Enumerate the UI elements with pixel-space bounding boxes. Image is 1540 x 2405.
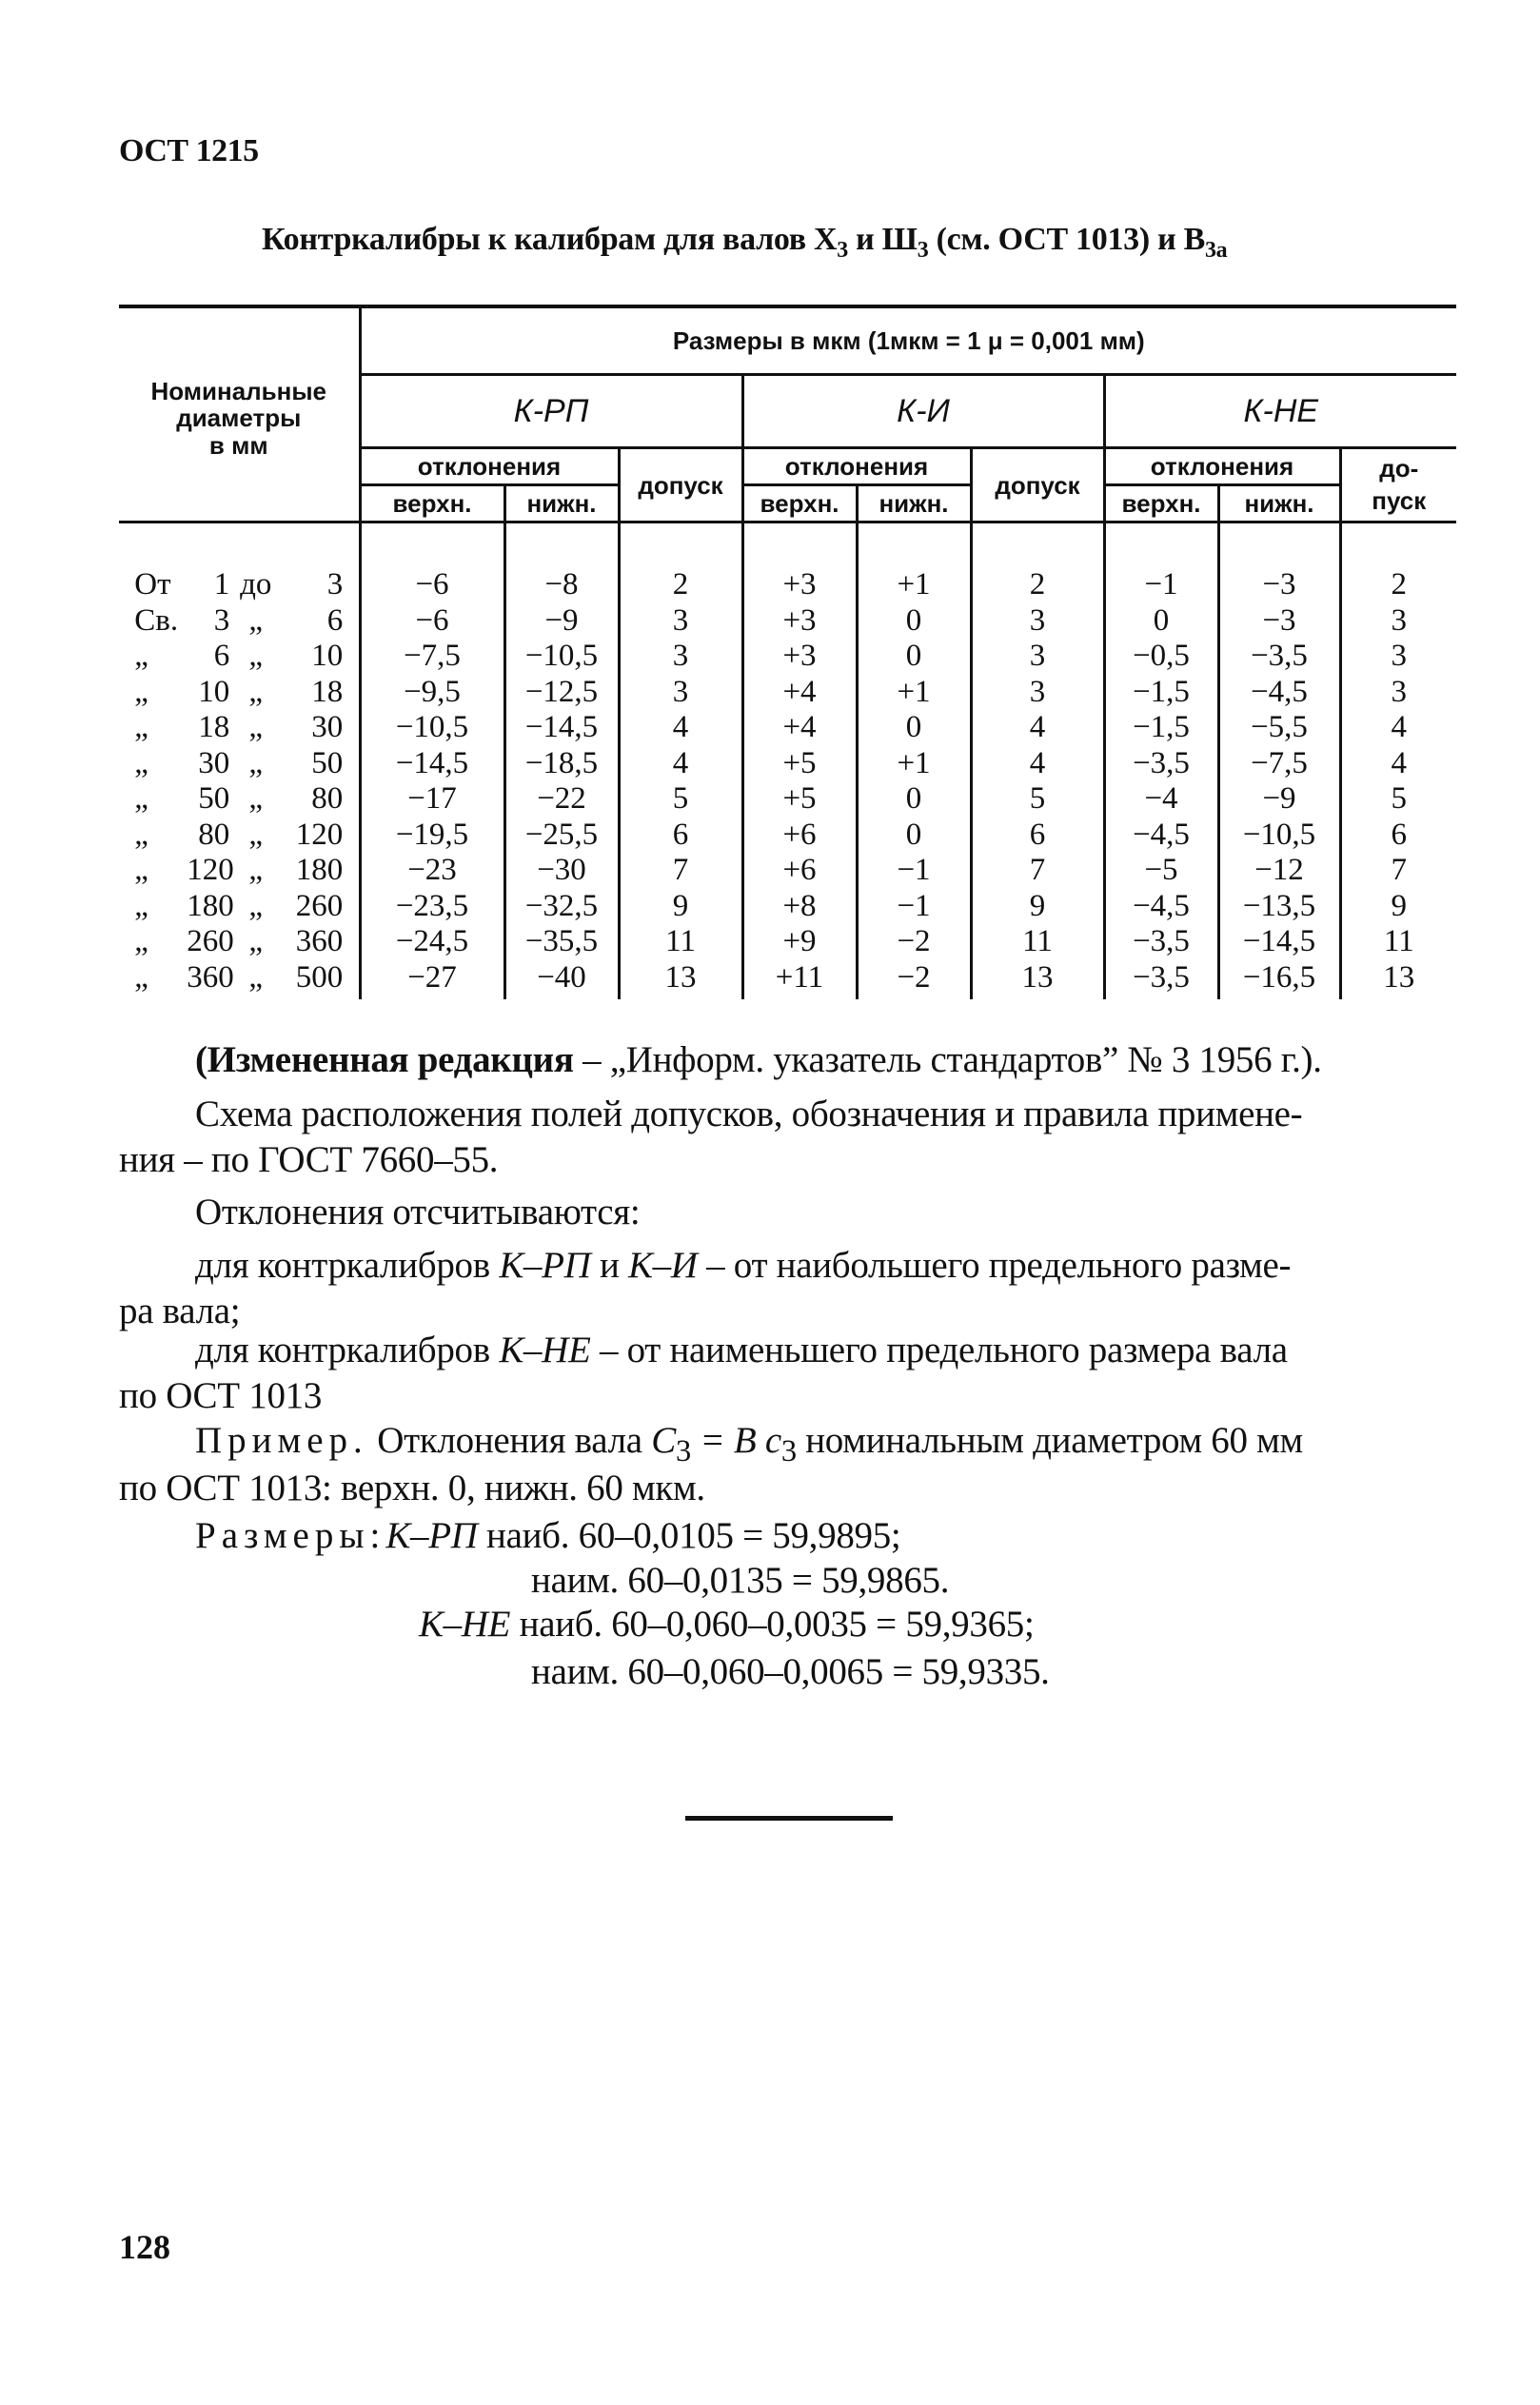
krp-tolerance-cell: 3 [619,603,742,640]
ki-tolerance-cell: 4 [971,746,1104,782]
table-title-part: (см. ОСТ 1013) и В [928,222,1205,257]
table-row [119,746,1456,782]
diameter-sep: до [240,567,272,602]
ki-lower-cell: −2 [857,960,971,1000]
kne-tolerance-cell: 13 [1340,960,1456,1000]
diameter-range-cell [119,567,360,603]
table-row [119,567,1456,603]
deviations-header [360,448,619,485]
subscript: 3 [675,1433,691,1469]
diameter-range-cell [119,853,360,889]
kne-tolerance-cell: 7 [1340,853,1456,889]
spacer-cell [360,522,504,568]
diameter-prefix: „ [134,888,148,923]
diameter-from: 18 [198,710,230,745]
kne-upper-cell: −1,5 [1104,710,1218,746]
kne-tolerance-cell: 2 [1340,567,1456,603]
table-row [119,960,1456,1000]
note-text: номинальным диаметром 60 мм [796,1420,1303,1461]
krp-upper-cell: −10,5 [360,710,504,746]
diameter-sep: „ [248,639,264,674]
diameter-to: 3 [326,567,344,602]
ki-lower-cell: 0 [857,639,971,675]
ki-upper-cell: +3 [742,639,857,675]
diameter-prefix: „ [134,745,148,780]
diameter-to: 30 [311,710,344,745]
upper-header [1104,485,1218,522]
krp-upper-cell: −24,5 [360,924,504,960]
shaft-symbol: С [651,1420,676,1461]
table-title-sub: 3а [1204,237,1228,263]
krp-upper-cell: −23 [360,853,504,889]
lower-label: нижн. [1244,489,1314,518]
ki-lower-cell: +1 [857,567,971,603]
ki-upper-cell: +5 [742,746,857,782]
ki-tolerance-cell: 5 [971,781,1104,818]
note-text: – от наименьшего предельного размера вала [590,1330,1288,1370]
kne-lower-cell: −3 [1218,603,1340,640]
spacer-cell [971,522,1104,568]
krp-tolerance-cell: 9 [619,889,742,925]
krp-lower-cell: −18,5 [504,746,619,782]
lower-header [1218,485,1340,522]
diameter-range-cell [119,781,360,818]
diameter-from: 3 [213,602,230,638]
diameter-prefix: „ [134,781,148,817]
ki-tolerance-cell: 4 [971,710,1104,746]
kne-tolerance-cell: 3 [1340,675,1456,711]
diameter-range-cell [119,603,360,640]
deviations-header [742,448,971,485]
diameter-from: 50 [198,781,230,817]
kne-tolerance-cell: 6 [1340,818,1456,854]
krp-lower-cell: −8 [504,567,619,603]
upper-label: верхн. [760,489,839,518]
tolerance-label: допуск [638,470,723,500]
krp-tolerance-cell: 7 [619,853,742,889]
tolerance-table-container [119,305,1456,999]
group-header-label: К-РП [513,393,589,429]
deviations-header [1104,448,1340,485]
diameter-from: 10 [198,674,230,709]
diameter-range-cell [119,818,360,854]
kne-upper-cell: −3,5 [1104,746,1218,782]
deviations-label: отклонения [784,452,929,481]
diameter-from: 1 [213,567,230,602]
krp-upper-cell: −6 [360,567,504,603]
tolerance-label: до- пуск [1372,453,1427,515]
diameter-range-cell [119,924,360,960]
note-text: для контркалибров [195,1245,500,1286]
kne-note-line2: по ОСТ 1013 [119,1375,323,1416]
ki-tolerance-cell: 6 [971,818,1104,854]
diameter-from: 180 [187,888,234,923]
diameter-to: 6 [326,602,344,638]
ki-tolerance-cell: 9 [971,889,1104,925]
krp-tolerance-cell: 11 [619,924,742,960]
table-title-main: Контркалибры к калибрам для валов Х [262,222,838,257]
krp-lower-cell: −30 [504,853,619,889]
krp-lower-cell: −35,5 [504,924,619,960]
ki-lower-cell: 0 [857,603,971,640]
krp-tolerance-cell: 13 [619,960,742,1000]
sizes-line4: наим. 60–0,060–0,0065 = 59,9335. [531,1651,1050,1692]
scheme-note-line1: Схема расположения полей допусков, обозначения и правила примене- [195,1094,1303,1134]
spacer-cell [1104,522,1218,568]
table-title-sub: 3 [837,237,848,263]
example-line2: по ОСТ 1013: верхн. 0, нижн. 60 мкм. [119,1468,705,1508]
ki-tolerance-cell: 3 [971,639,1104,675]
tolerance-header-split [1340,448,1456,522]
kne-lower-cell: −16,5 [1218,960,1340,1000]
kne-tolerance-cell: 3 [1340,603,1456,640]
tolerance-table [119,305,1456,999]
diameter-from: 30 [198,745,230,780]
diameter-range-cell [119,710,360,746]
diameter-from: 120 [187,853,234,888]
krp-ki-note-line2: ра вала; [119,1291,241,1331]
diameter-range-cell [119,746,360,782]
krp-lower-cell: −32,5 [504,889,619,925]
group-header-ki [742,375,1104,448]
krp-tolerance-cell: 6 [619,818,742,854]
kne-upper-cell: −5 [1104,853,1218,889]
diameter-sep: „ [248,674,264,709]
kne-tolerance-cell: 3 [1340,639,1456,675]
table-row [119,781,1456,818]
ki-lower-cell: +1 [857,675,971,711]
diameter-to: 360 [295,924,344,959]
krp-lower-cell: −10,5 [504,639,619,675]
sizes-line3 [419,1602,1035,1647]
ki-tolerance-cell: 2 [971,567,1104,603]
kne-upper-cell: −1 [1104,567,1218,603]
krp-upper-cell: −7,5 [360,639,504,675]
document-code: ОСТ 1215 [119,133,259,168]
upper-label: верхн. [1121,489,1201,518]
ki-tolerance-cell: 13 [971,960,1104,1000]
krp-tolerance-cell: 4 [619,710,742,746]
kne-upper-cell: −0,5 [1104,639,1218,675]
table-title-part: и Ш [847,222,918,257]
krp-upper-cell: −23,5 [360,889,504,925]
ki-tolerance-cell: 3 [971,675,1104,711]
krp-tolerance-cell: 3 [619,639,742,675]
shaft-symbol: В с [733,1420,781,1461]
diameter-sep: „ [248,817,264,852]
upper-header [360,485,504,522]
kne-lower-cell: −9 [1218,781,1340,818]
note-text: и [590,1245,628,1286]
diameter-sep: „ [248,602,264,638]
group-header-label: К-И [897,393,950,429]
diameter-sep: „ [248,888,264,923]
kne-lower-cell: −5,5 [1218,710,1340,746]
krp-label: К–РП [499,1245,591,1286]
krp-upper-cell: −19,5 [360,818,504,854]
upper-header [742,485,857,522]
kne-tolerance-cell: 4 [1340,710,1456,746]
kne-upper-cell: −1,5 [1104,675,1218,711]
deviations-label: отклонения [417,452,562,481]
table-row [119,675,1456,711]
ki-upper-cell: +11 [742,960,857,1000]
spacer-cell [1218,522,1340,568]
note-text: для контркалибров [195,1330,500,1370]
note-text: = [690,1420,734,1461]
revision-note-text: – „Информ. указатель стандартов” № 3 1956 г.). [573,1039,1322,1080]
diameter-prefix: „ [134,817,148,852]
kne-lower-cell: −3,5 [1218,639,1340,675]
scheme-note-line2: ния – по ГОСТ 7660–55. [119,1139,499,1180]
diameter-prefix: Св. [134,602,179,638]
lower-label: нижн. [526,489,597,518]
ki-lower-cell: −1 [857,889,971,925]
ki-upper-cell: +3 [742,603,857,640]
diameter-to: 50 [311,745,344,780]
lower-header [857,485,971,522]
diameter-sep: „ [248,959,264,995]
diameter-to: 18 [311,674,344,709]
kne-upper-cell: −3,5 [1104,960,1218,1000]
ki-tolerance-cell: 3 [971,603,1104,640]
table-row [119,853,1456,889]
table-title-sub: 3 [917,237,929,263]
spacer-cell [1340,522,1456,568]
krp-upper-cell: −14,5 [360,746,504,782]
krp-lower-cell: −9 [504,603,619,640]
krp-upper-cell: −9,5 [360,675,504,711]
kne-upper-cell: −4,5 [1104,818,1218,854]
subscript: 3 [780,1433,797,1469]
dimensions-header-text: Размеры в мкм (1мкм = 1 μ = 0,001 мм) [672,326,1145,355]
krp-lower-cell: −14,5 [504,710,619,746]
ki-lower-cell: +1 [857,746,971,782]
ki-tolerance-cell: 7 [971,853,1104,889]
kne-lower-cell: −4,5 [1218,675,1340,711]
ki-upper-cell: +5 [742,781,857,818]
diameter-range-cell [119,639,360,675]
page-number: 128 [119,2228,170,2266]
deviations-note: Отклонения отсчитываются: [195,1192,641,1232]
kne-note-line1 [195,1328,1288,1373]
ki-lower-cell: 0 [857,818,971,854]
kne-tolerance-cell: 4 [1340,746,1456,782]
krp-ki-note-line1 [195,1243,1291,1289]
diameter-sep: „ [248,710,264,745]
diameter-sep: „ [248,924,264,959]
spacer-cell [504,522,619,568]
ki-upper-cell: +8 [742,889,857,925]
krp-tolerance-cell: 3 [619,675,742,711]
table-title [262,222,1227,264]
spacer-cell [119,522,360,568]
kne-label: К–НЕ [499,1330,591,1370]
diameter-to: 180 [295,853,344,888]
krp-tolerance-cell: 2 [619,567,742,603]
krp-tolerance-cell: 4 [619,746,742,782]
diameter-to: 120 [295,817,344,852]
kne-upper-cell: −3,5 [1104,924,1218,960]
revision-note-bold: (Измененная редакция [195,1039,574,1080]
tolerance-header [619,448,742,522]
lower-label: нижн. [879,489,949,518]
table-row [119,818,1456,854]
spacer-cell [742,522,857,568]
diameter-to: 80 [311,781,344,817]
diameter-prefix: „ [134,674,148,709]
kne-tolerance-cell: 9 [1340,889,1456,925]
krp-lower-cell: −40 [504,960,619,1000]
sizes-word: Размеры: [195,1515,386,1556]
note-text: наиб. 60–0,0105 = 59,9895; [477,1515,901,1556]
sizes-line1 [195,1513,900,1559]
group-header-kne [1104,375,1456,448]
diameter-to: 500 [295,959,344,995]
krp-lower-cell: −12,5 [504,675,619,711]
krp-lower-cell: −22 [504,781,619,818]
deviations-label: отклонения [1150,452,1294,481]
spacer-cell [857,522,971,568]
krp-upper-cell: −6 [360,603,504,640]
closing-rule [685,1816,893,1821]
example-word: Пример. [195,1420,368,1461]
diameter-prefix: „ [134,959,148,995]
note-text: наиб. 60–0,060–0,0035 = 59,9365; [510,1604,1035,1645]
kne-lower-cell: −12 [1218,853,1340,889]
kne-lower-cell: −10,5 [1218,818,1340,854]
diameter-prefix: От [134,567,171,602]
kne-tolerance-cell: 5 [1340,781,1456,818]
revision-note [195,1037,1322,1083]
table-row [119,603,1456,640]
lower-header [504,485,619,522]
kne-lower-cell: −7,5 [1218,746,1340,782]
ki-upper-cell: +3 [742,567,857,603]
diameter-range-cell [119,960,360,1000]
tolerance-header [971,448,1104,522]
diameter-from: 6 [213,639,230,674]
diameter-sep: „ [248,781,264,817]
ki-lower-cell: −2 [857,924,971,960]
diameter-to: 10 [311,639,344,674]
diameter-sep: „ [248,745,264,780]
ki-upper-cell: +6 [742,853,857,889]
ki-upper-cell: +4 [742,675,857,711]
table-row [119,710,1456,746]
group-header-krp [360,375,742,448]
dimensions-header [360,306,1456,375]
tolerance-label: допуск [995,470,1080,500]
diameter-prefix: „ [134,853,148,888]
krp-upper-cell: −17 [360,781,504,818]
kne-lower-cell: −13,5 [1218,889,1340,925]
kne-tolerance-cell: 11 [1340,924,1456,960]
diameter-header-text: Номинальные диаметры в мм [150,376,327,460]
ki-upper-cell: +9 [742,924,857,960]
ki-upper-cell: +4 [742,710,857,746]
diameter-prefix: „ [134,639,148,674]
krp-lower-cell: −25,5 [504,818,619,854]
ki-lower-cell: 0 [857,781,971,818]
diameter-from: 260 [187,924,234,959]
spacer-row [119,522,1456,568]
krp-label: К–РП [385,1515,478,1556]
table-body [119,522,1456,1000]
diameter-to: 260 [295,888,344,923]
diameter-header [119,306,360,522]
spacer-cell [619,522,742,568]
ki-label: К–И [627,1245,698,1286]
diameter-sep: „ [248,853,264,888]
table-row [119,639,1456,675]
kne-upper-cell: −4,5 [1104,889,1218,925]
ki-tolerance-cell: 11 [971,924,1104,960]
diameter-range-cell [119,675,360,711]
kne-label: К–НЕ [419,1604,511,1645]
group-header-label: К-НЕ [1243,393,1319,429]
diameter-from: 80 [198,817,230,852]
ki-upper-cell: +6 [742,818,857,854]
table-row [119,924,1456,960]
kne-lower-cell: −3 [1218,567,1340,603]
krp-tolerance-cell: 5 [619,781,742,818]
note-text: – от наибольшего предельного разме- [697,1245,1292,1286]
diameter-prefix: „ [134,924,148,959]
krp-upper-cell: −27 [360,960,504,1000]
sizes-line2: наим. 60–0,0135 = 59,9865. [531,1560,950,1601]
diameter-prefix: „ [134,710,148,745]
table-row [119,889,1456,925]
ki-lower-cell: 0 [857,710,971,746]
diameter-from: 360 [187,959,234,995]
diameter-range-cell [119,889,360,925]
ki-lower-cell: −1 [857,853,971,889]
kne-lower-cell: −14,5 [1218,924,1340,960]
example-line1 [195,1418,1303,1470]
upper-label: верхн. [392,489,472,518]
kne-upper-cell: −4 [1104,781,1218,818]
note-text: Отклонения вала [367,1420,652,1461]
kne-upper-cell: 0 [1104,603,1218,640]
